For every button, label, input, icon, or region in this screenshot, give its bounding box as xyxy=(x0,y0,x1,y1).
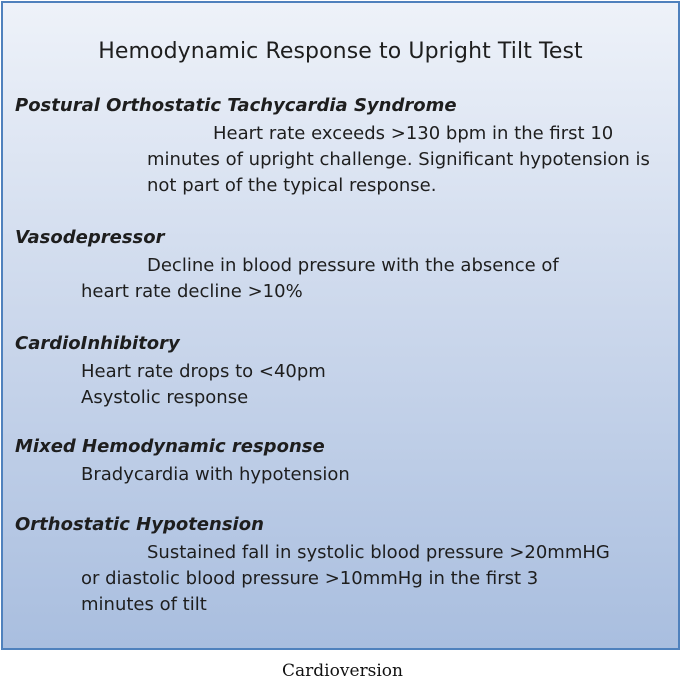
section-body xyxy=(15,359,675,411)
slide-panel xyxy=(1,1,680,650)
body-line: heart rate decline >10% xyxy=(81,281,303,302)
body-line: Decline in blood pressure with the absence of xyxy=(147,255,559,276)
section-body xyxy=(15,462,675,488)
section-pots xyxy=(15,94,675,199)
body-line: Bradycardia with hypotension xyxy=(81,464,350,485)
section-body xyxy=(15,121,675,199)
section-cardioinhibitory xyxy=(15,332,675,411)
section-body xyxy=(15,540,675,618)
body-line: Heart rate drops to <40pm xyxy=(81,361,326,382)
body-line: or diastolic blood pressure >10mmHg in the first 3 xyxy=(81,568,539,589)
section-heading: CardioInhibitory xyxy=(15,333,180,354)
body-line: not part of the typical response. xyxy=(147,175,437,196)
body-line: Asystolic response xyxy=(81,387,249,408)
body-line: Sustained fall in systolic blood pressure >20mmHG xyxy=(147,542,610,563)
slide-title: Hemodynamic Response to Upright Tilt Test xyxy=(98,39,583,64)
section-heading: Orthostatic Hypotension xyxy=(15,514,264,535)
section-body xyxy=(15,253,675,305)
figure-caption: Cardioversion xyxy=(282,661,403,681)
body-line: Heart rate exceeds >130 bpm in the first 10 xyxy=(213,123,614,144)
section-heading: Vasodepressor xyxy=(15,227,165,248)
section-vasodepressor xyxy=(15,226,675,305)
section-mixed xyxy=(15,435,675,488)
section-orthostatic-hypotension xyxy=(15,513,675,618)
body-line: minutes of tilt xyxy=(81,594,207,615)
section-heading: Mixed Hemodynamic response xyxy=(15,436,325,457)
section-heading: Postural Orthostatic Tachycardia Syndrome xyxy=(15,95,457,116)
body-line: minutes of upright challenge. Significant hypotension is xyxy=(147,149,650,170)
